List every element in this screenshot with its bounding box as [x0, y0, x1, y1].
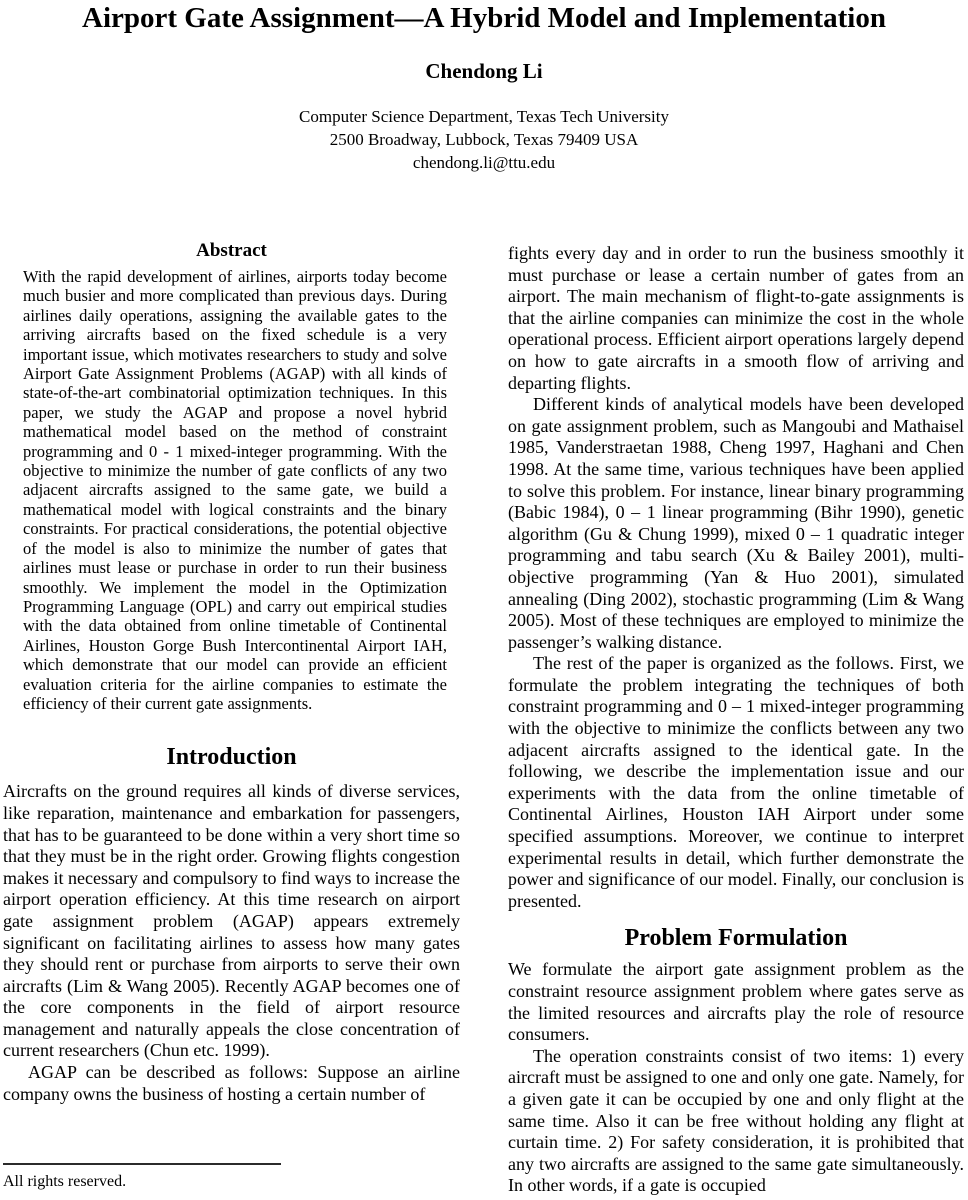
- affiliation-line-address: 2500 Broadway, Lubbock, Texas 79409 USA: [329, 130, 639, 149]
- paper-header: [0, 0, 968, 174]
- introduction-heading: Introduction: [166, 744, 297, 771]
- body-paragraph-2: Different kinds of analytical models have been developed on gate assignment problem, such as Mangoubi and Mathaisel 1985, Vanderstraetan 1988, Cheng 1997, Haghani and Chen 1998. At the same time, various techniques have been applied to solve this problem. For instance, linear binary programming (Babic 1984), 0 – 1 linear programming (Bihr 1990), genetic algorithm (Gu & Chung 1999), mixed 0 – 1 quadratic integer programming and tabu search (Xu & Bailey 2001), multi-objective programming (Yan & Huo 2001), simulated annealing (Ding 2002), stochastic programming (Lim & Wang 2005). Most of these techniques are employed to minimize the passenger’s walking distance.: [508, 394, 964, 652]
- formulation-paragraph-1: We formulate the airport gate assignment problem as the constraint resource assignment problem where gates serve as the limited resources and aircrafts play the role of resource consumers.: [508, 959, 964, 1045]
- right-column-body: [508, 243, 964, 912]
- introduction-paragraph-2: AGAP can be described as follows: Suppose an airline company owns the business of hosting a certain number of: [3, 1062, 460, 1104]
- paper-author: Chendong Li: [425, 59, 543, 83]
- affiliation-line-email: chendong.li@ttu.edu: [412, 153, 556, 172]
- introduction-paragraph-1: Aircrafts on the ground requires all kinds of diverse services, like reparation, maintenance and embarkation for passengers, that has to be guaranteed to be done within a very short time so that they must be in the right order. Growing flights congestion makes it necessary and compulsory to find ways to increase the airport operation efficiency. At this time research on airport gate assignment problem (AGAP) appears extremely significant on facilitating airlines to assess how many gates they should rent or purchase from airports to serve their own aircrafts (Lim & Wang 2005). Recently AGAP becomes one of the core components in the field of airport resource management and naturally appeals the close concentration of current researchers (Chun etc. 1999).: [3, 781, 460, 1061]
- footnote: [3, 1163, 461, 1191]
- two-column-body: [3, 240, 964, 1200]
- left-column: [3, 240, 460, 1200]
- right-column: [508, 240, 964, 1200]
- paper-affiliation: [0, 105, 968, 174]
- body-paragraph-1: fights every day and in order to run the business smoothly it must purchase or lease a certain number of gates from an airport. The main mechanism of flight-to-gate assignments is that the airline companies can minimize the cost in the whole operational process. Efficient airport operations largely depend on how to gate aircrafts in a smooth flow of arriving and departing flights.: [508, 243, 964, 393]
- footnote-divider: [3, 1163, 281, 1165]
- abstract-text: With the rapid development of airlines, airports today become much busier and more complicated than previous days. During airlines daily operations, assigning the available gates to the arriving aircrafts based on the fixed schedule is a very important issue, which motivates researchers to study and solve Airport Gate Assignment Problems (AGAP) with all kinds of state-of-the-art combinatorial optimization techniques. In this paper, we study the AGAP and propose a novel hybrid mathematical model based on the method of constraint programming and 0 - 1 mixed-integer programming. With the objective to minimize the number of gate conflicts of any two adjacent aircrafts assigned to the same gate, we build a mathematical model with logical constraints and the binary constraints. For practical considerations, the potential objective of the model is also to minimize the number of gates that airlines must lease or purchase in order to run their business smoothly. We implement the model in the Optimization Programming Language (OPL) and carry out empirical studies with the data obtained from online timetable of Continental Airlines, Houston Gorge Bush Intercontinental Airport IAH, which demonstrate that our model can provide an efficient evaluation criteria for the airline companies to estimate the efficiency of their current gate assignments.: [23, 267, 447, 713]
- paper-title: Airport Gate Assignment—A Hybrid Model and Implementation: [82, 2, 886, 34]
- introduction-body: [3, 781, 460, 1105]
- body-paragraph-3: The rest of the paper is organized as the follows. First, we formulate the problem integrating the techniques of both constraint programming and 0 – 1 mixed-integer programming with the objective to minimize the conflicts between any two adjacent aircrafts assigned to the identical gate. In the following, we describe the implementation issue and our experiments with the data from the online timetable of Continental Airlines, Houston IAH Airport under some specified assumptions. Moreover, we continue to interpret experimental results in detail, which further demonstrate the power and significance of our model. Finally, our conclusion is presented.: [508, 653, 964, 911]
- problem-formulation-body: [508, 959, 964, 1197]
- affiliation-line-department: Computer Science Department, Texas Tech University: [299, 107, 669, 126]
- problem-formulation-heading: Problem Formulation: [624, 925, 848, 952]
- footnote-text: All rights reserved.: [3, 1173, 127, 1190]
- formulation-paragraph-2: The operation constraints consist of two items: 1) every aircraft must be assigned to one and only one gate. Namely, for a given gate it can be occupied by one and only flight at the same time. Also it can be free without holding any flight at curtain time. 2) For safety consideration, it is prohibited that any two aircrafts are assigned to the same gate simultaneously. In other words, if a gate is occupied: [508, 1045, 964, 1196]
- abstract-heading: Abstract: [196, 240, 267, 261]
